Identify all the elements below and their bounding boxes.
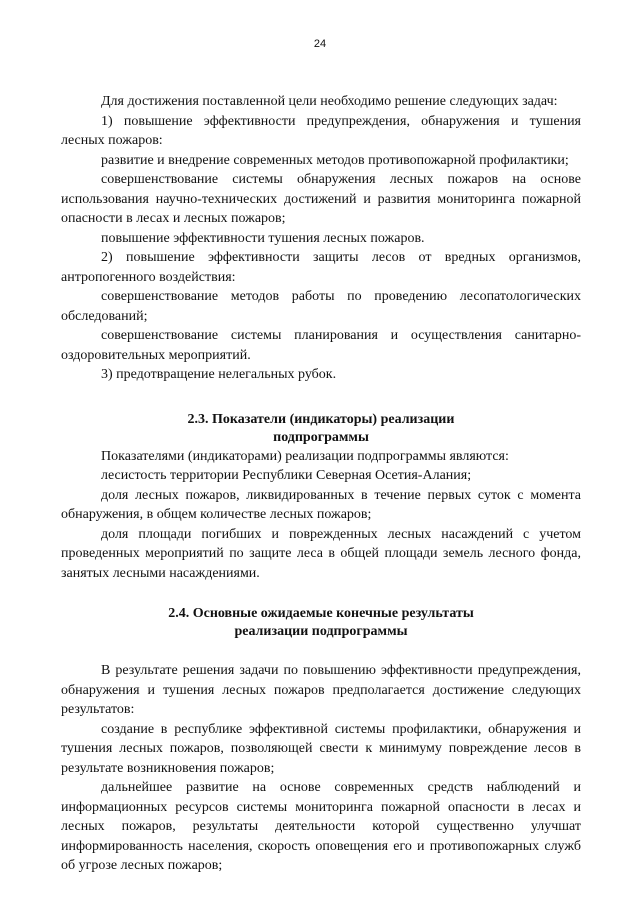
page-number: 24 [313, 38, 327, 50]
section-2-4 [61, 605, 581, 876]
task-3: 3) предотвращение нелегальных рубок. [101, 367, 337, 382]
task-1-item-2: совершенствование системы обнаружения лесных пожаров на основе использования научно-технических достижений и развития мониторинга пожарной опасности в лесах и лесных пожаров; [61, 172, 581, 226]
section-2-4-heading-line1: 2.4. Основные ожидаемые конечные результаты [168, 606, 474, 621]
section-2-3-heading-line2: подпрограммы [273, 429, 369, 445]
task-2: 2) повышение эффективности защиты лесов от вредных организмов, антропогенного воздействия: [61, 250, 581, 285]
indicator-3: доля площади погибших и поврежденных лесных насаждений с учетом проведенных мероприятий по защите леса в общей площади земель лесного фонда, занятых лесными насаждениями. [61, 526, 581, 581]
section-2-4-heading [61, 605, 581, 641]
task-2-item-1: совершенствование методов работы по проведению лесопатологических обследований; [61, 289, 581, 324]
task-2-item-2: совершенствование системы планирования и осуществления санитарно-оздоровительных мероприятий. [61, 328, 581, 363]
task-1: 1) повышение эффективности предупреждения, обнаружения и тушения лесных пожаров: [61, 113, 581, 148]
task-1-item-1: развитие и внедрение современных методов противопожарной профилактики; [101, 152, 569, 168]
section-2-4-heading-line2: реализации подпрограммы [234, 624, 408, 639]
tasks-section [61, 92, 581, 385]
section-2-3-heading [61, 411, 581, 447]
intro-paragraph: Для достижения поставленной цели необходимо решение следующих задач: [101, 94, 558, 109]
results-intro: В результате решения задачи по повышению эффективности предупреждения, обнаружения и тушения лесных пожаров предполагается достижение следующих результатов: [61, 663, 581, 717]
indicator-1: лесистость территории Республики Северная Осетия-Алания; [101, 468, 472, 483]
result-2: дальнейшее развитие на основе современных средств наблюдений и информационных ресурсов системы мониторинга пожарной опасности в лесах и лесных пожаров, результаты деятельности которой существенно улучшат информированность населения, скорость оповещения его и противопожарных служб об угрозе лесных пожаров; [61, 780, 581, 873]
section-2-3 [61, 411, 581, 584]
indicators-intro: Показателями (индикаторами) реализации подпрограммы являются: [101, 448, 509, 464]
indicator-2: доля лесных пожаров, ликвидированных в течение первых суток с момента обнаружения, в общем количестве лесных пожаров; [61, 487, 581, 522]
task-1-item-3: повышение эффективности тушения лесных пожаров. [101, 230, 425, 246]
document-body [61, 92, 581, 876]
result-1: создание в республике эффективной системы профилактики, обнаружения и тушения лесных пожаров, позволяющей свести к минимуму повреждение лесов в результате возникновения пожаров; [61, 721, 581, 776]
section-2-3-heading-line1: 2.3. Показатели (индикаторы) реализации [187, 411, 455, 427]
